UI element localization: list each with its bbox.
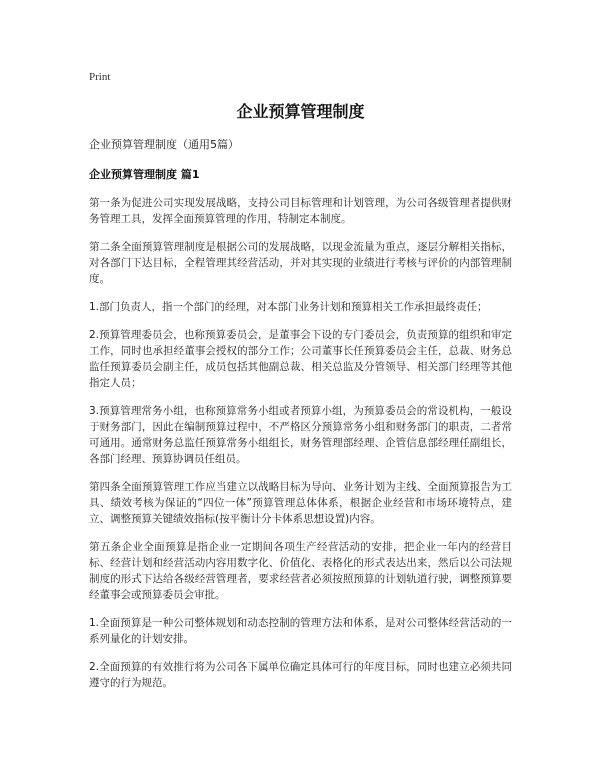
page-title: 企业预算管理制度: [236, 102, 365, 121]
paragraph: 2.预算管理委员会，也称预算委员会，是董事会下设的专门委员会，负责预算的组织和审定工作，同时也承担经董事会授权的部分工作；公司董事长任预算委员会主任，总裁、财务总监任预算委员会副主任，成员包括其他副总裁、相关总监及分管领导、相关部门经理等其他指定人员；: [89, 329, 512, 389]
print-label[interactable]: Print: [89, 71, 111, 83]
paragraph: 3.预算管理常务小组，也称预算常务小组或者预算小组，为预算委员会的常设机构，一般设于财务部门，因此在编制预算过程中，不严格区分预算常务小组和财务部门的职责，二者常可通用。通常财务总监任预算常务小组组长，财务管理部经理、企管信息部经理任副组长，各部门经理、预算协调员任组员。: [89, 405, 512, 465]
paragraph: 第一条为促进公司实现发展战略，支持公司目标管理和计划管理，为公司各级管理者提供财务管理工具，发挥全面预算管理的作用，特制定本制度。: [89, 197, 512, 225]
paragraph: 1.部门负责人，指一个部门的经理，对本部门业务计划和预算相关工作承担最终责任；: [89, 301, 488, 313]
paragraph: 2.全面预算的有效推行将为公司各下属单位确定具体可行的年度目标，同时也建立必须共同遵守的行为规范。: [89, 661, 512, 689]
paragraph: 第五条企业全面预算是指企业一定期间各项生产经营活动的安排，把企业一年内的经营目标、经营计划和经营活动内容用数字化、价值化、表格化的形式表达出来，然后以公司法规制度的形式下达给各级经营管理者，要求经营者必须按照预算的计划轨道行驶，调整预算要经董事会或预算委员会审批。: [89, 541, 512, 601]
paragraph: 第四条全面预算管理工作应当建立以战略目标为导向、业务计划为主线、全面预算报告为工具、绩效考核为保证的“四位一体”预算管理总体体系，根据企业经营和市场环境特点，建立、调整预算关键绩效指标(按平衡计分卡体系思想设置)内容。: [89, 481, 512, 525]
document-subtitle: 企业预算管理制度（通用5篇）: [89, 138, 239, 151]
section-heading: 企业预算管理制度 篇1: [89, 168, 200, 181]
paragraph: 第二条全面预算管理制度是根据公司的发展战略，以现金流量为重点，逐层分解相关指标，对各部门下达目标，全程管理其经营活动，并对其实现的业绩进行考核与评价的内部管理制度。: [89, 241, 512, 285]
paragraph: 1.全面预算是一种公司整体规划和动态控制的管理方法和体系，是对公司整体经营活动的一系列量化的计划安排。: [89, 617, 512, 645]
